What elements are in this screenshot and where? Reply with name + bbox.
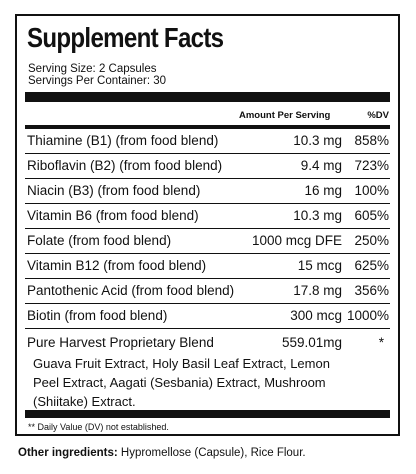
- nutrient-amount: 1000 mcg DFE: [251, 233, 342, 248]
- nutrient-amount: 15 mcg: [297, 258, 342, 273]
- other-ingredients-label: Other ingredients:: [18, 447, 118, 459]
- other-ingredients-value: Hypromellose (Capsule), Rice Flour.: [117, 447, 306, 459]
- nutrient-dv: 605%: [354, 208, 389, 223]
- thick-divider-top: [25, 92, 390, 102]
- nutrient-name: Niacin (B3) (from food blend): [27, 183, 201, 198]
- nutrient-dv: 100%: [354, 183, 389, 198]
- nutrient-dv: 356%: [354, 283, 389, 298]
- nutrient-name: Riboflavin (B2) (from food blend): [27, 158, 223, 173]
- panel-title: Supplement Facts: [27, 22, 224, 53]
- nutrient-row: [25, 204, 390, 229]
- dv-header: %DV: [367, 110, 389, 121]
- proprietary-blend: [25, 335, 390, 415]
- nutrient-amount: 10.3 mg: [293, 133, 342, 148]
- nutrient-row: [25, 229, 390, 254]
- blend-name: Pure Harvest Proprietary Blend: [27, 335, 214, 350]
- nutrient-amount: 9.4 mg: [300, 158, 342, 173]
- nutrient-amount: 10.3 mg: [293, 208, 342, 223]
- thick-divider-bottom: [25, 410, 390, 418]
- amount-per-serving-header: Amount Per Serving: [239, 110, 331, 121]
- nutrient-row: [25, 154, 390, 179]
- other-ingredients: [18, 447, 306, 459]
- servings-per-container: Servings Per Container: 30: [28, 75, 167, 87]
- nutrient-amount: 300 mcg: [290, 308, 342, 323]
- blend-ingredients: Guava Fruit Extract, Holy Basil Leaf Extract, Lemon Peel Extract, Aagati (Sesbania) Extract, Mushroom (Shiitake) Extract.: [33, 356, 330, 409]
- nutrient-amount: 16 mg: [304, 183, 342, 198]
- nutrient-dv: 250%: [354, 233, 389, 248]
- nutrient-amount: 17.8 mg: [293, 283, 342, 298]
- nutrient-name: Vitamin B6 (from food blend): [27, 208, 199, 223]
- serving-size: Serving Size: 2 Capsules: [28, 63, 157, 75]
- nutrient-dv: 1000%: [346, 308, 389, 323]
- nutrient-name: Vitamin B12 (from food blend): [27, 258, 207, 273]
- nutrient-dv: 858%: [354, 133, 389, 148]
- dv-footnote: ** Daily Value (DV) not established.: [28, 422, 169, 432]
- nutrient-dv: 723%: [354, 158, 389, 173]
- supplement-facts-panel: [15, 14, 400, 436]
- nutrient-name: Biotin (from food blend): [27, 308, 168, 323]
- nutrient-dv: 625%: [354, 258, 389, 273]
- nutrient-name: Thiamine (B1) (from food blend): [27, 133, 219, 148]
- nutrient-row: [25, 279, 390, 304]
- nutrient-name: Pantothenic Acid (from food blend): [27, 283, 235, 298]
- nutrient-name: Folate (from food blend): [27, 233, 172, 248]
- nutrient-row: [25, 304, 390, 329]
- nutrient-row: [25, 254, 390, 279]
- blend-amount: 559.01mg: [281, 335, 342, 350]
- blend-dv: *: [378, 335, 384, 350]
- nutrient-row: [25, 129, 390, 154]
- nutrient-row: [25, 179, 390, 204]
